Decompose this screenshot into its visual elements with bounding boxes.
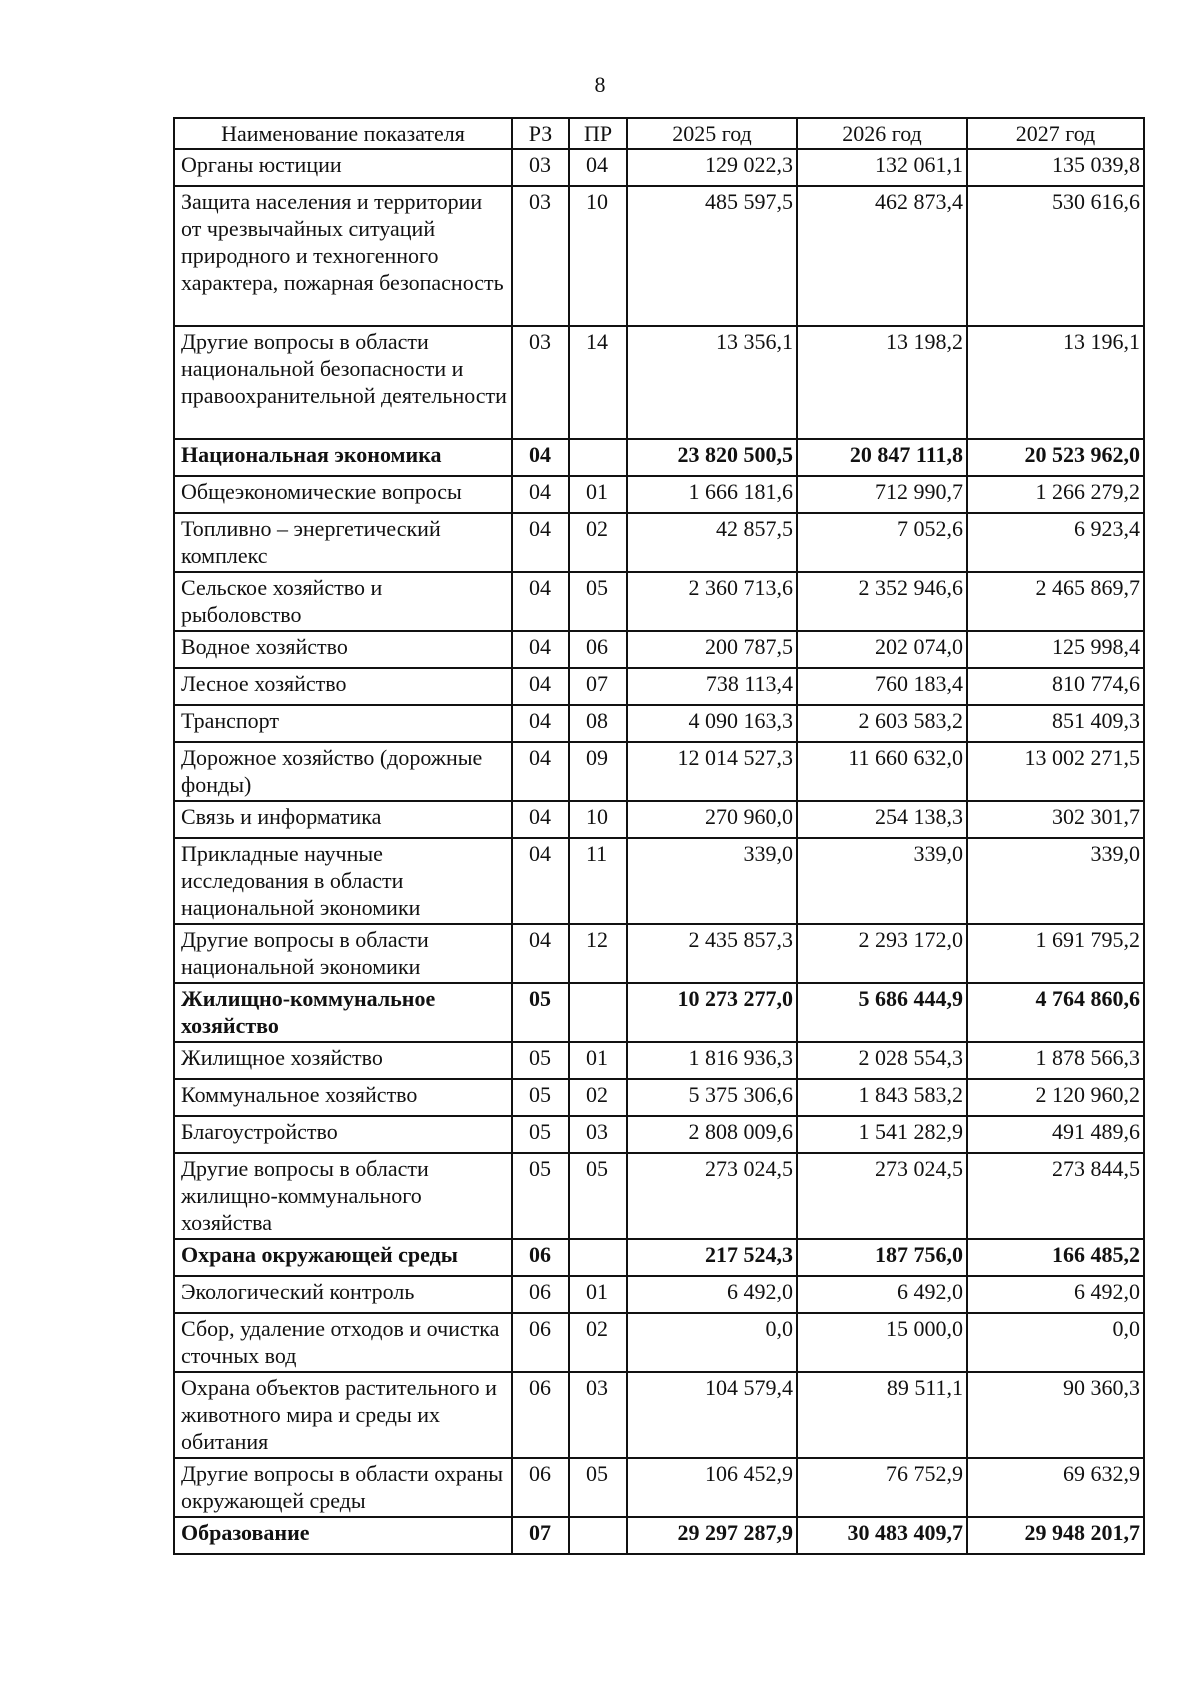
cell-pr: 08 bbox=[569, 705, 627, 742]
header-rz: РЗ bbox=[512, 118, 569, 149]
cell-2027: 1 878 566,3 bbox=[967, 1042, 1144, 1079]
cell-rz: 03 bbox=[512, 149, 569, 186]
table-row bbox=[174, 838, 1144, 924]
cell-2027: 810 774,6 bbox=[967, 668, 1144, 705]
cell-pr bbox=[569, 1517, 627, 1554]
cell-2027: 2 465 869,7 bbox=[967, 572, 1144, 631]
cell-2027: 90 360,3 bbox=[967, 1372, 1144, 1458]
cell-2027: 13 196,1 bbox=[967, 326, 1144, 439]
cell-2027: 302 301,7 bbox=[967, 801, 1144, 838]
cell-pr: 10 bbox=[569, 186, 627, 326]
cell-2027: 6 923,4 bbox=[967, 513, 1144, 572]
cell-indicator-name: Жилищное хозяйство bbox=[174, 1042, 512, 1079]
cell-pr: 09 bbox=[569, 742, 627, 801]
cell-pr: 06 bbox=[569, 631, 627, 668]
table-row bbox=[174, 476, 1144, 513]
cell-2025: 200 787,5 bbox=[627, 631, 797, 668]
cell-2027: 125 998,4 bbox=[967, 631, 1144, 668]
cell-rz: 06 bbox=[512, 1276, 569, 1313]
cell-indicator-name: Национальная экономика bbox=[174, 439, 512, 476]
cell-indicator-name: Связь и информатика bbox=[174, 801, 512, 838]
cell-2025: 217 524,3 bbox=[627, 1239, 797, 1276]
table-row bbox=[174, 1153, 1144, 1239]
cell-pr: 11 bbox=[569, 838, 627, 924]
cell-indicator-name: Защита населения и территории от чрезвычайных ситуаций природного и техногенного характера, пожарная безопасность bbox=[174, 186, 512, 326]
table-row bbox=[174, 439, 1144, 476]
cell-2027: 491 489,6 bbox=[967, 1116, 1144, 1153]
cell-2026: 1 843 583,2 bbox=[797, 1079, 967, 1116]
table-row bbox=[174, 1313, 1144, 1372]
cell-indicator-name: Благоустройство bbox=[174, 1116, 512, 1153]
cell-pr: 12 bbox=[569, 924, 627, 983]
cell-2027: 851 409,3 bbox=[967, 705, 1144, 742]
cell-pr: 05 bbox=[569, 572, 627, 631]
cell-2026: 2 028 554,3 bbox=[797, 1042, 967, 1079]
cell-2027: 2 120 960,2 bbox=[967, 1079, 1144, 1116]
cell-rz: 04 bbox=[512, 668, 569, 705]
cell-indicator-name: Органы юстиции bbox=[174, 149, 512, 186]
cell-pr: 01 bbox=[569, 476, 627, 513]
cell-indicator-name: Водное хозяйство bbox=[174, 631, 512, 668]
cell-rz: 04 bbox=[512, 838, 569, 924]
cell-2025: 5 375 306,6 bbox=[627, 1079, 797, 1116]
cell-2025: 1 666 181,6 bbox=[627, 476, 797, 513]
cell-2027: 166 485,2 bbox=[967, 1239, 1144, 1276]
cell-2026: 760 183,4 bbox=[797, 668, 967, 705]
cell-2025: 12 014 527,3 bbox=[627, 742, 797, 801]
table-row bbox=[174, 705, 1144, 742]
cell-rz: 04 bbox=[512, 631, 569, 668]
cell-2026: 11 660 632,0 bbox=[797, 742, 967, 801]
cell-pr: 01 bbox=[569, 1042, 627, 1079]
cell-2026: 6 492,0 bbox=[797, 1276, 967, 1313]
cell-rz: 05 bbox=[512, 983, 569, 1042]
cell-rz: 06 bbox=[512, 1313, 569, 1372]
table-row bbox=[174, 326, 1144, 439]
cell-rz: 04 bbox=[512, 742, 569, 801]
cell-2027: 1 266 279,2 bbox=[967, 476, 1144, 513]
table-row bbox=[174, 1458, 1144, 1517]
cell-2026: 712 990,7 bbox=[797, 476, 967, 513]
cell-2025: 0,0 bbox=[627, 1313, 797, 1372]
cell-indicator-name: Другие вопросы в области национальной экономики bbox=[174, 924, 512, 983]
cell-2025: 23 820 500,5 bbox=[627, 439, 797, 476]
cell-rz: 05 bbox=[512, 1079, 569, 1116]
cell-2026: 13 198,2 bbox=[797, 326, 967, 439]
table-row bbox=[174, 742, 1144, 801]
cell-pr: 10 bbox=[569, 801, 627, 838]
cell-2026: 2 352 946,6 bbox=[797, 572, 967, 631]
cell-2025: 2 808 009,6 bbox=[627, 1116, 797, 1153]
header-indicator-name: Наименование показателя bbox=[174, 118, 512, 149]
table-row bbox=[174, 801, 1144, 838]
cell-2025: 273 024,5 bbox=[627, 1153, 797, 1239]
cell-2026: 339,0 bbox=[797, 838, 967, 924]
cell-rz: 05 bbox=[512, 1153, 569, 1239]
cell-2025: 2 435 857,3 bbox=[627, 924, 797, 983]
cell-2026: 462 873,4 bbox=[797, 186, 967, 326]
cell-2026: 5 686 444,9 bbox=[797, 983, 967, 1042]
cell-2025: 104 579,4 bbox=[627, 1372, 797, 1458]
cell-2027: 69 632,9 bbox=[967, 1458, 1144, 1517]
cell-pr bbox=[569, 983, 627, 1042]
table-row bbox=[174, 1372, 1144, 1458]
cell-indicator-name: Дорожное хозяйство (дорожные фонды) bbox=[174, 742, 512, 801]
cell-2026: 89 511,1 bbox=[797, 1372, 967, 1458]
cell-indicator-name: Другие вопросы в области охраны окружающей среды bbox=[174, 1458, 512, 1517]
cell-2025: 2 360 713,6 bbox=[627, 572, 797, 631]
cell-rz: 06 bbox=[512, 1372, 569, 1458]
table-row bbox=[174, 983, 1144, 1042]
cell-2026: 20 847 111,8 bbox=[797, 439, 967, 476]
cell-indicator-name: Экологический контроль bbox=[174, 1276, 512, 1313]
cell-2027: 13 002 271,5 bbox=[967, 742, 1144, 801]
cell-2025: 29 297 287,9 bbox=[627, 1517, 797, 1554]
cell-2026: 254 138,3 bbox=[797, 801, 967, 838]
cell-pr: 02 bbox=[569, 513, 627, 572]
cell-rz: 04 bbox=[512, 924, 569, 983]
cell-indicator-name: Общеэкономические вопросы bbox=[174, 476, 512, 513]
cell-rz: 06 bbox=[512, 1458, 569, 1517]
table-header-row bbox=[174, 118, 1144, 149]
cell-indicator-name: Охрана окружающей среды bbox=[174, 1239, 512, 1276]
cell-rz: 04 bbox=[512, 476, 569, 513]
cell-2025: 1 816 936,3 bbox=[627, 1042, 797, 1079]
cell-2025: 10 273 277,0 bbox=[627, 983, 797, 1042]
table-row bbox=[174, 186, 1144, 326]
cell-2025: 129 022,3 bbox=[627, 149, 797, 186]
cell-pr: 02 bbox=[569, 1079, 627, 1116]
cell-2026: 76 752,9 bbox=[797, 1458, 967, 1517]
cell-2026: 15 000,0 bbox=[797, 1313, 967, 1372]
cell-pr: 04 bbox=[569, 149, 627, 186]
cell-2026: 132 061,1 bbox=[797, 149, 967, 186]
header-pr: ПР bbox=[569, 118, 627, 149]
header-2025: 2025 год bbox=[627, 118, 797, 149]
cell-pr: 02 bbox=[569, 1313, 627, 1372]
cell-2026: 7 052,6 bbox=[797, 513, 967, 572]
cell-indicator-name: Коммунальное хозяйство bbox=[174, 1079, 512, 1116]
page-number: 8 bbox=[594, 72, 606, 97]
cell-indicator-name: Лесное хозяйство bbox=[174, 668, 512, 705]
cell-2027: 6 492,0 bbox=[967, 1276, 1144, 1313]
cell-2026: 1 541 282,9 bbox=[797, 1116, 967, 1153]
cell-indicator-name: Топливно – энергетический комплекс bbox=[174, 513, 512, 572]
cell-2025: 42 857,5 bbox=[627, 513, 797, 572]
table-row bbox=[174, 1116, 1144, 1153]
cell-pr bbox=[569, 439, 627, 476]
table-row bbox=[174, 631, 1144, 668]
cell-indicator-name: Образование bbox=[174, 1517, 512, 1554]
cell-rz: 03 bbox=[512, 326, 569, 439]
cell-rz: 03 bbox=[512, 186, 569, 326]
table-row bbox=[174, 924, 1144, 983]
cell-2027: 0,0 bbox=[967, 1313, 1144, 1372]
cell-2026: 2 293 172,0 bbox=[797, 924, 967, 983]
cell-2027: 29 948 201,7 bbox=[967, 1517, 1144, 1554]
cell-pr bbox=[569, 1239, 627, 1276]
cell-2027: 530 616,6 bbox=[967, 186, 1144, 326]
cell-indicator-name: Жилищно-коммунальное хозяйство bbox=[174, 983, 512, 1042]
cell-2026: 273 024,5 bbox=[797, 1153, 967, 1239]
table-row bbox=[174, 1079, 1144, 1116]
cell-rz: 04 bbox=[512, 572, 569, 631]
cell-2027: 273 844,5 bbox=[967, 1153, 1144, 1239]
table-row bbox=[174, 1239, 1144, 1276]
cell-2025: 106 452,9 bbox=[627, 1458, 797, 1517]
cell-indicator-name: Сельское хозяйство и рыболовство bbox=[174, 572, 512, 631]
cell-indicator-name: Прикладные научные исследования в области национальной экономики bbox=[174, 838, 512, 924]
cell-pr: 05 bbox=[569, 1458, 627, 1517]
cell-indicator-name: Охрана объектов растительного и животного мира и среды их обитания bbox=[174, 1372, 512, 1458]
table-row bbox=[174, 1276, 1144, 1313]
cell-pr: 03 bbox=[569, 1372, 627, 1458]
cell-pr: 14 bbox=[569, 326, 627, 439]
header-2027: 2027 год bbox=[967, 118, 1144, 149]
table-row bbox=[174, 572, 1144, 631]
cell-2027: 4 764 860,6 bbox=[967, 983, 1144, 1042]
cell-2027: 1 691 795,2 bbox=[967, 924, 1144, 983]
cell-rz: 05 bbox=[512, 1116, 569, 1153]
cell-pr: 07 bbox=[569, 668, 627, 705]
cell-rz: 04 bbox=[512, 801, 569, 838]
cell-indicator-name: Другие вопросы в области национальной безопасности и правоохранительной деятельности bbox=[174, 326, 512, 439]
table-row bbox=[174, 513, 1144, 572]
cell-rz: 04 bbox=[512, 513, 569, 572]
cell-2025: 738 113,4 bbox=[627, 668, 797, 705]
cell-2027: 135 039,8 bbox=[967, 149, 1144, 186]
cell-rz: 07 bbox=[512, 1517, 569, 1554]
table-row bbox=[174, 668, 1144, 705]
cell-2026: 2 603 583,2 bbox=[797, 705, 967, 742]
cell-2027: 339,0 bbox=[967, 838, 1144, 924]
table-body bbox=[174, 149, 1144, 1554]
cell-2026: 202 074,0 bbox=[797, 631, 967, 668]
cell-rz: 05 bbox=[512, 1042, 569, 1079]
header-2026: 2026 год bbox=[797, 118, 967, 149]
cell-2026: 30 483 409,7 bbox=[797, 1517, 967, 1554]
cell-pr: 01 bbox=[569, 1276, 627, 1313]
cell-indicator-name: Другие вопросы в области жилищно-коммунального хозяйства bbox=[174, 1153, 512, 1239]
cell-2025: 13 356,1 bbox=[627, 326, 797, 439]
cell-rz: 04 bbox=[512, 439, 569, 476]
cell-2027: 20 523 962,0 bbox=[967, 439, 1144, 476]
cell-pr: 03 bbox=[569, 1116, 627, 1153]
cell-2025: 6 492,0 bbox=[627, 1276, 797, 1313]
table-row bbox=[174, 1042, 1144, 1079]
table-row bbox=[174, 149, 1144, 186]
cell-rz: 04 bbox=[512, 705, 569, 742]
cell-2026: 187 756,0 bbox=[797, 1239, 967, 1276]
cell-indicator-name: Транспорт bbox=[174, 705, 512, 742]
cell-2025: 339,0 bbox=[627, 838, 797, 924]
cell-2025: 485 597,5 bbox=[627, 186, 797, 326]
cell-rz: 06 bbox=[512, 1239, 569, 1276]
cell-indicator-name: Сбор, удаление отходов и очистка сточных вод bbox=[174, 1313, 512, 1372]
cell-2025: 270 960,0 bbox=[627, 801, 797, 838]
cell-pr: 05 bbox=[569, 1153, 627, 1239]
budget-table bbox=[173, 117, 1145, 1555]
cell-2025: 4 090 163,3 bbox=[627, 705, 797, 742]
table-row bbox=[174, 1517, 1144, 1554]
